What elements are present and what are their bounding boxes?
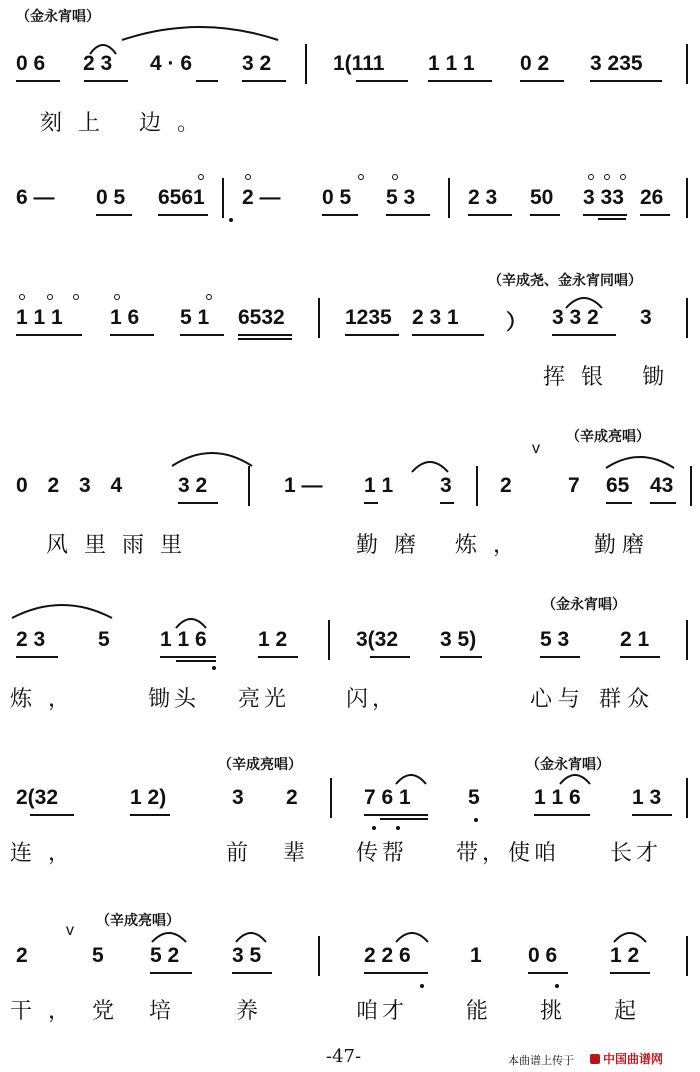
row5-caption: （金永宵唱） — [542, 597, 626, 613]
high-dot — [73, 294, 79, 300]
underline — [110, 334, 154, 336]
bar-line — [318, 936, 320, 976]
note-group: 0 5 — [96, 186, 126, 209]
lyric-line: 起 — [614, 999, 653, 1024]
lyric-line: 传帮 — [356, 841, 409, 866]
breath-mark: v — [532, 440, 540, 457]
row1-caption: （金永宵唱） — [16, 9, 100, 25]
note-group: 5 2 — [150, 944, 180, 967]
bar-line — [686, 178, 688, 218]
note-group: 3 2 — [178, 474, 208, 497]
note-group: 5 — [98, 628, 110, 651]
note-group: 3 33 — [583, 186, 624, 209]
note-group: 5 3 — [540, 628, 570, 651]
note-group: 2 — [286, 786, 298, 809]
note-group: 3 — [232, 786, 244, 809]
note-group: 1235 — [345, 306, 392, 329]
lyric-line: 挑 — [540, 999, 579, 1024]
note-group: 3 — [640, 306, 652, 329]
row4-caption: （辛成亮唱） — [566, 429, 650, 445]
lyric-line: 长才 — [610, 841, 663, 866]
underline — [610, 972, 650, 974]
underline — [180, 334, 224, 336]
logo-icon — [590, 1054, 600, 1064]
underline — [598, 218, 626, 220]
high-dot — [245, 174, 251, 180]
slur-arc — [394, 768, 428, 786]
high-dot — [114, 294, 120, 300]
underline — [364, 972, 428, 974]
note-group: 2 3 — [83, 52, 113, 75]
note-group: 0 6 — [16, 52, 46, 75]
note-group: 0 5 — [322, 186, 352, 209]
note-group: 1 1 — [364, 474, 394, 497]
underline — [160, 656, 216, 658]
bar-line — [328, 620, 330, 660]
slur-arc — [150, 926, 188, 944]
note-group: 1(111 — [333, 52, 385, 75]
note-group: 2 3 1 — [412, 306, 459, 329]
lyric-line: 勤磨 — [594, 533, 651, 558]
underline — [468, 214, 512, 216]
row6-caption-b: （金永宵唱） — [526, 757, 610, 773]
note-group: 5 — [92, 944, 104, 967]
underline — [386, 214, 430, 216]
bar-line — [686, 298, 688, 338]
bar-line — [248, 466, 250, 506]
high-dot — [604, 174, 610, 180]
underline — [16, 80, 60, 82]
logo-text: 中国曲谱网 — [603, 1052, 664, 1066]
note-group: 2 2 6 — [364, 944, 411, 967]
underline — [345, 334, 399, 336]
lyric-line: 能 — [466, 999, 505, 1024]
lyric-line: 干， — [10, 999, 87, 1024]
note-group: 1 1 6 — [160, 628, 207, 651]
low-dot — [420, 984, 424, 988]
note-group: 3 5) — [440, 628, 477, 651]
underline — [534, 814, 590, 816]
bar-line — [222, 178, 224, 218]
underline — [620, 656, 660, 658]
breath-mark: v — [66, 922, 74, 939]
note-group: 6 — — [16, 186, 55, 209]
low-dot — [474, 818, 478, 822]
note-group: 6561 — [158, 186, 205, 209]
high-dot — [392, 174, 398, 180]
lyric-line: 刻上 边。 — [40, 111, 215, 136]
high-dot — [588, 174, 594, 180]
underline — [606, 502, 632, 504]
note-group: 0 6 — [528, 944, 558, 967]
note-group: 1 2 — [610, 944, 640, 967]
high-dot — [620, 174, 626, 180]
note-group: 3 — [440, 474, 452, 497]
note-group: 3 2 — [242, 52, 272, 75]
note-group: 1 6 — [110, 306, 140, 329]
slur-arc — [170, 446, 254, 470]
note-group: 5 1 — [180, 306, 210, 329]
underline — [412, 334, 484, 336]
underline — [150, 972, 192, 974]
slur-arc — [604, 450, 676, 470]
note-group: 4 · 6 — [150, 52, 193, 75]
underline — [528, 972, 568, 974]
high-dot — [19, 294, 25, 300]
underline — [158, 214, 208, 216]
note-group: 3 3 2 — [552, 306, 599, 329]
underline — [238, 338, 292, 340]
bar-line — [686, 778, 688, 818]
note-group: 1 2 — [258, 628, 288, 651]
note-group: 1 2) — [130, 786, 167, 809]
note-group: 2 1 — [620, 628, 650, 651]
underline — [16, 334, 82, 336]
underline — [356, 80, 408, 82]
underline — [530, 214, 560, 216]
slur-arc — [558, 768, 592, 786]
bar-line — [318, 298, 320, 338]
note-group: 7 6 1 — [364, 786, 411, 809]
note-group: 2 3 — [16, 628, 46, 651]
slur-arc — [410, 456, 450, 474]
underline — [196, 80, 218, 82]
note-group: 1 — [470, 944, 482, 967]
slur-arc — [120, 20, 280, 44]
high-dot — [198, 174, 204, 180]
underline — [130, 814, 170, 816]
source-note: 本曲谱上传于 — [508, 1054, 574, 1067]
note-group: 5 3 — [386, 186, 416, 209]
note-group: ） — [506, 311, 527, 334]
lyric-line: 亮光 — [238, 687, 291, 712]
underline — [322, 214, 358, 216]
underline — [370, 656, 410, 658]
underline — [232, 972, 272, 974]
note-group: 2 — [500, 474, 512, 497]
lyric-line: 咱才 — [356, 999, 409, 1024]
lyric-line: 锄头 — [148, 687, 201, 712]
note-group: 1 1 1 — [428, 52, 475, 75]
note-group: 1 1 6 — [534, 786, 581, 809]
underline — [364, 502, 378, 504]
note-group: 6532 — [238, 306, 285, 329]
lyric-line: 风里雨里 — [46, 533, 199, 558]
page-number: -47- — [326, 1046, 362, 1067]
underline — [84, 80, 128, 82]
underline — [258, 656, 298, 658]
note-group: 2(32 — [16, 786, 59, 809]
note-group: 2 — [16, 944, 28, 967]
lyric-line: 勤磨 炼， — [356, 533, 531, 558]
note-group: 26 — [640, 186, 664, 209]
note-group: 1 — — [284, 474, 323, 497]
underline — [242, 80, 286, 82]
note-group: 1 3 — [632, 786, 662, 809]
low-dot — [229, 218, 233, 222]
underline — [632, 814, 672, 816]
slur-arc — [394, 926, 430, 944]
lyric-line: 养 — [236, 999, 275, 1024]
underline — [30, 814, 74, 816]
underline — [380, 818, 428, 820]
bar-line — [448, 178, 450, 218]
note-group: 50 — [530, 186, 554, 209]
underline — [583, 214, 627, 216]
underline — [178, 502, 218, 504]
high-dot — [206, 294, 212, 300]
bar-line — [476, 466, 478, 506]
underline — [428, 80, 492, 82]
slur-arc — [612, 926, 648, 944]
note-group: 2 — — [242, 186, 281, 209]
note-group: 0 2 3 4 — [16, 474, 123, 497]
low-dot — [396, 826, 400, 830]
underline — [552, 334, 616, 336]
high-dot — [47, 294, 53, 300]
lyric-line: 连， — [10, 841, 87, 866]
lyric-line: 挥银 锄 — [543, 365, 680, 390]
low-dot — [372, 826, 376, 830]
row6-caption-a: （辛成亮唱） — [218, 757, 302, 773]
underline — [238, 334, 292, 336]
note-group: 3 235 — [590, 52, 643, 75]
underline — [640, 214, 670, 216]
low-dot — [555, 984, 559, 988]
note-group: 2 3 — [468, 186, 498, 209]
bar-line — [686, 44, 688, 84]
underline — [540, 656, 580, 658]
underline — [96, 214, 132, 216]
note-group: 3(32 — [356, 628, 399, 651]
lyric-line: 带，使咱 — [456, 841, 561, 866]
underline — [364, 814, 428, 816]
lyric-line: 前 辈 — [226, 841, 319, 866]
low-dot — [212, 666, 216, 670]
underline — [176, 660, 216, 662]
underline — [440, 502, 454, 504]
bar-line — [330, 778, 332, 818]
bar-line — [686, 936, 688, 976]
lyric-line: 炼， — [10, 687, 87, 712]
note-group: 43 — [650, 474, 674, 497]
slur-arc — [10, 598, 114, 620]
lyric-line: 心与 群众 — [530, 687, 655, 712]
bar-line — [690, 466, 692, 506]
note-group: 1 1 1 — [16, 306, 63, 329]
high-dot — [358, 174, 364, 180]
note-group: 65 — [606, 474, 630, 497]
underline — [520, 80, 564, 82]
note-group: 5 — [468, 786, 480, 809]
note-group: 0 2 — [520, 52, 550, 75]
slur-arc — [234, 926, 268, 944]
bar-line — [305, 44, 307, 84]
bar-line — [686, 620, 688, 660]
underline — [590, 80, 662, 82]
underline — [440, 656, 482, 658]
underline — [16, 656, 58, 658]
row7-caption: （辛成亮唱） — [96, 913, 180, 929]
note-group: 3 5 — [232, 944, 262, 967]
lyric-line: 闪， — [346, 687, 399, 712]
lyric-line: 党 培 — [92, 999, 185, 1024]
note-group: 7 — [568, 474, 580, 497]
underline — [650, 502, 676, 504]
row3-caption: （辛成尧、金永宵同唱） — [488, 273, 642, 289]
site-logo — [590, 1050, 663, 1067]
